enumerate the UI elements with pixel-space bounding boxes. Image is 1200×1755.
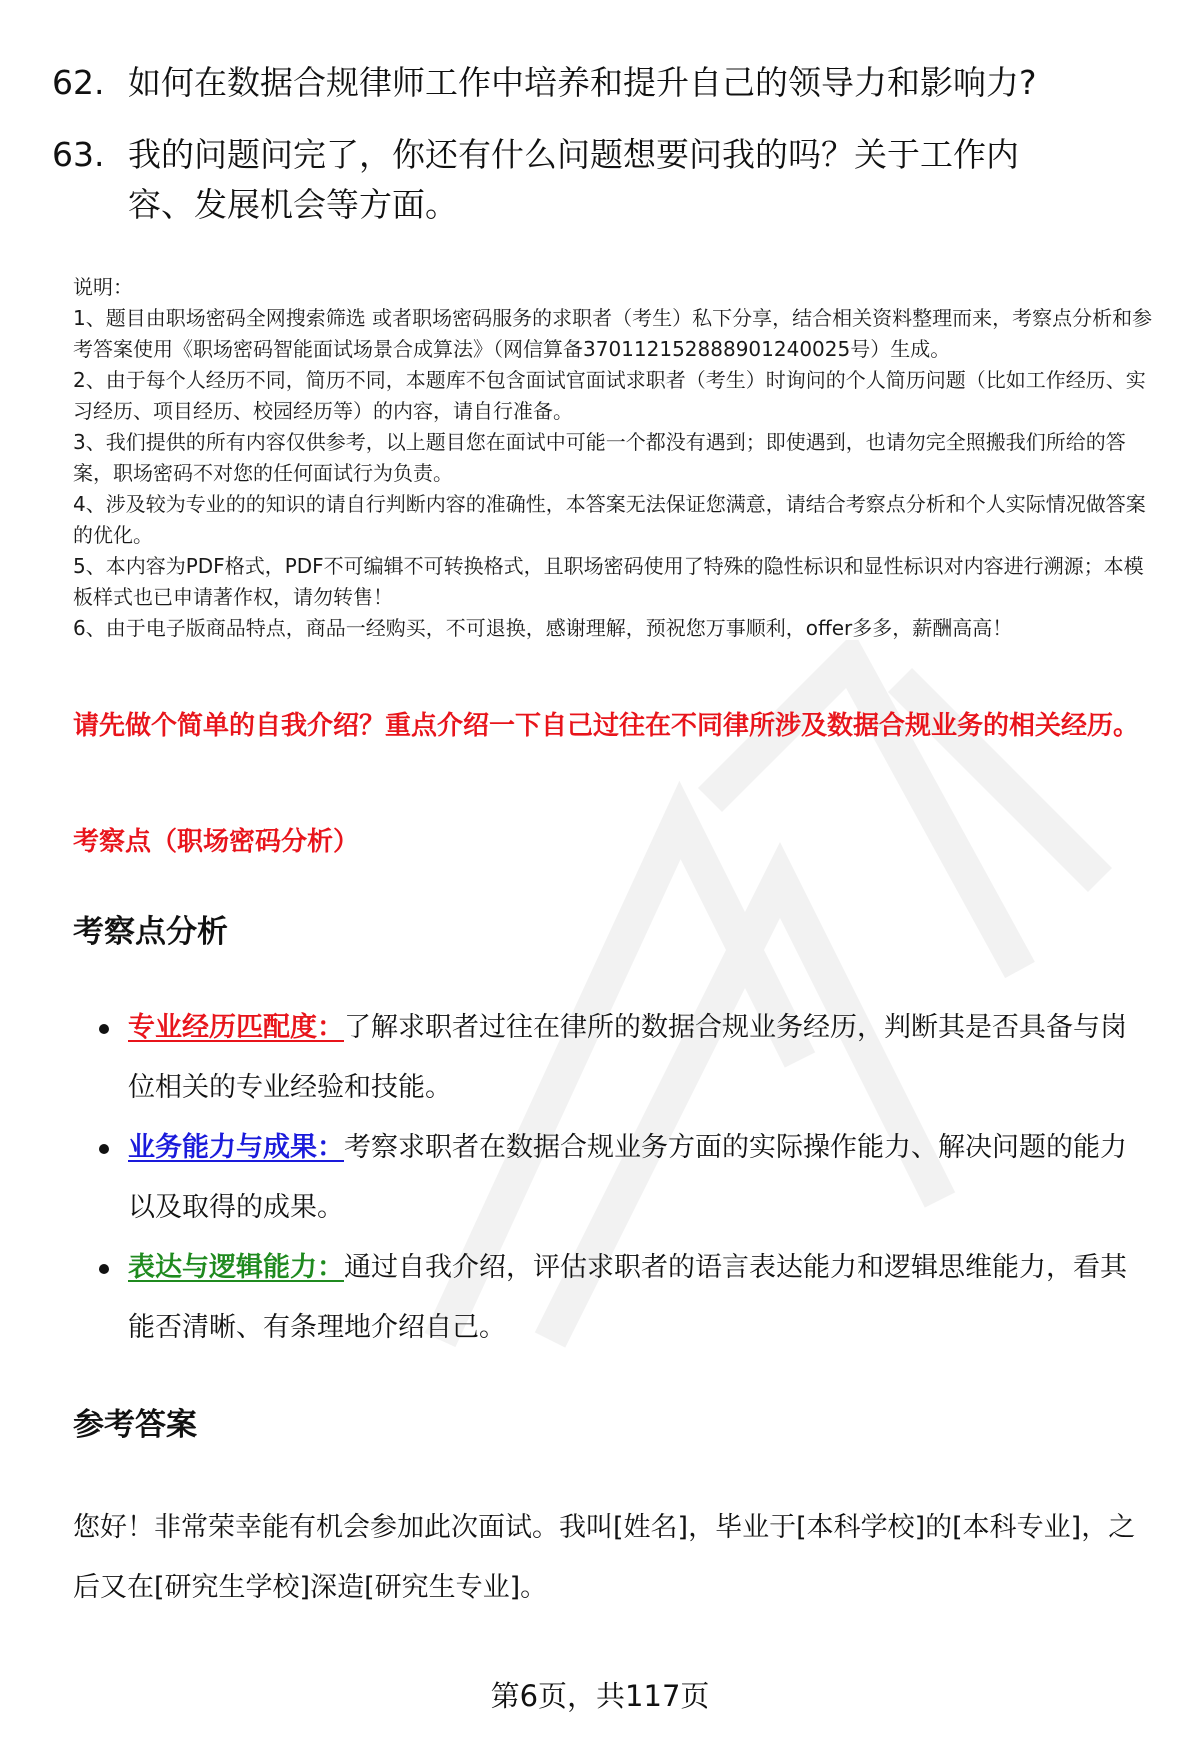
- bullet-icon: [99, 1144, 109, 1154]
- note-item: 1、题目由职场密码全网搜索筛选 或者职场密码服务的求职者（考生）私下分享，结合相关资料整理而来，考察点分析和参考答案使用《职场密码智能面试场景合成算法》（网信算备370112152888901240025号）生成。: [73, 306, 1153, 361]
- point-text: 了解求职者过往在律所的数据合规业务经历，判断其是否具备与岗位相关的专业经验和技能。: [128, 1012, 1127, 1103]
- featured-question-subtitle: 考察点（职场密码分析）: [73, 827, 360, 857]
- featured-question: 请先做个简单的自我介绍？重点介绍一下自己过往在不同律所涉及数据合规业务的相关经历。: [73, 711, 1140, 741]
- note-item: 5、本内容为PDF格式，PDF不可编辑不可转换格式，且职场密码使用了特殊的隐性标识和显性标识对内容进行溯源；本模板样式也已申请著作权，请勿转售！: [73, 554, 1144, 609]
- question-text: 如何在数据合规律师工作中培养和提升自己的领导力和影响力?: [128, 63, 1037, 102]
- note-item: 4、涉及较为专业的的知识的请自行判断内容的准确性，本答案无法保证您满意，请结合考察点分析和个人实际情况做答案的优化。: [73, 492, 1146, 547]
- notes-title: 说明：: [73, 275, 133, 299]
- point-keyword: 专业经历匹配度：: [128, 1012, 344, 1043]
- bullet-icon: [99, 1264, 109, 1274]
- note-item: 3、我们提供的所有内容仅供参考，以上题目您在面试中可能一个都没有遇到；即使遇到，也请勿完全照搬我们所给的答案，职场密码不对您的任何面试行为负责。: [73, 430, 1126, 485]
- analysis-heading: 考察点分析: [73, 914, 228, 950]
- question-number: 62.: [52, 63, 105, 102]
- point-keyword: 业务能力与成果：: [128, 1132, 344, 1163]
- analysis-point: [73, 1118, 1153, 1238]
- page-indicator: 第6页，共117页: [490, 1679, 710, 1713]
- reference-answer-heading: 参考答案: [73, 1407, 197, 1443]
- disclaimer-notes: [73, 272, 1163, 644]
- note-item: 6、由于电子版商品特点，商品一经购买，不可退换，感谢理解，预祝您万事顺利，offer多多，薪酬高高！: [73, 616, 1013, 640]
- question-number: 63.: [52, 135, 105, 174]
- question-63: [52, 130, 1068, 230]
- point-text: 通过自我介绍，评估求职者的语言表达能力和逻辑思维能力，看其能否清晰、有条理地介绍自己。: [128, 1252, 1127, 1343]
- point-keyword: 表达与逻辑能力：: [128, 1252, 344, 1283]
- question-62: [52, 58, 1128, 108]
- question-text: 我的问题问完了，你还有什么问题想要问我的吗？关于工作内容、发展机会等方面。: [128, 135, 1019, 224]
- analysis-point: [73, 998, 1153, 1118]
- analysis-points: [73, 998, 1153, 1358]
- reference-answer-text: 您好！非常荣幸能有机会参加此次面试。我叫[姓名]，毕业于[本科学校]的[本科专业]，之后又在[研究生学校]深造[研究生专业]。: [73, 1512, 1136, 1603]
- note-item: 2、由于每个人经历不同，简历不同，本题库不包含面试官面试求职者（考生）时询问的个人简历问题（比如工作经历、实习经历、项目经历、校园经历等）的内容，请自行准备。: [73, 368, 1146, 423]
- analysis-point: [73, 1238, 1153, 1358]
- bullet-icon: [99, 1024, 109, 1034]
- point-text: 考察求职者在数据合规业务方面的实际操作能力、解决问题的能力以及取得的成果。: [128, 1132, 1127, 1223]
